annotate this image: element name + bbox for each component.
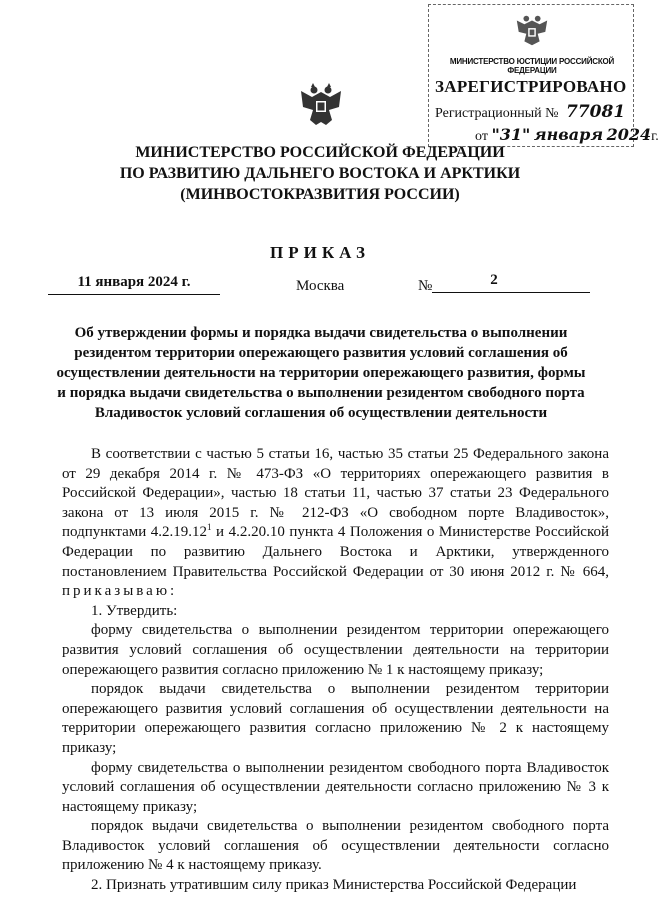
header-line: ПО РАЗВИТИЮ ДАЛЬНЕГО ВОСТОКА И АРКТИКИ [119, 165, 521, 182]
order-subject: Об утверждении формы и порядка выдачи свидетельства о выполнении резидентом территории опережающего развития условий соглашения об осуществлении деятельности на территории опережающего развития, формы и порядка выдачи свидетельства о выполнении резидентом свободного порта Владивосток условий соглашения об осуществлении деятельности [56, 325, 586, 421]
body-paragraph: форму свидетельства о выполнении резидентом свободного порта Владивосток условий соглашения об осуществлении деятельности согласно приложению № 3 к настоящему приказу; [62, 759, 609, 815]
stamp-registration-line [435, 102, 625, 122]
reg-number: 77081 [566, 102, 626, 122]
order-number: 2 [432, 272, 590, 293]
stamp-ministry: МИНИСТЕРСТВО ЮСТИЦИИ РОССИЙСКОЙ ФЕДЕРАЦИИ [449, 57, 615, 75]
body-paragraph: порядок выдачи свидетельства о выполнении резидентом свободного порта Владивосток условий соглашения об осуществлении деятельности согласно приложению № 4 к настоящему приказу. [62, 818, 609, 874]
body-paragraph: порядок выдачи свидетельства о выполнении резидентом территории опережающего развития условий соглашения об осуществлении деятельности на территории опережающего развития согласно приложению № 2 к настоящему приказу; [62, 681, 609, 756]
paragraph-text: В соответствии с частью 5 статьи 16, частью 35 статьи 25 Федерального закона от 29 декабря 2014 г. № 473-ФЗ «О территориях опережающего развития в Российской Федерации», частью 18 статьи 11, частью 37 статьи 23 Федерального закона от 13 июля 2015 г. № 212-ФЗ «О свободном порте Владивосток», подпунктами 4.2.19.12 [62, 446, 609, 541]
body-paragraph: форму свидетельства о выполнении резидентом территории опережающего развития условий соглашения об осуществлении деятельности на территории опережающего развития согласно приложению № 1 к настоящему приказу; [62, 622, 609, 678]
order-city: Москва [296, 278, 345, 294]
superscript: 1 [207, 522, 212, 533]
ministry-header [0, 142, 640, 205]
date-suffix: г. [651, 129, 659, 144]
header-line: (МИНВОСТОКРАЗВИТИЯ РОССИИ) [180, 186, 460, 203]
body-paragraph: 2. Признать утратившим силу приказ Министерства Российской Федерации [91, 877, 577, 894]
date-month: января [533, 125, 604, 144]
order-body [62, 445, 609, 896]
date-year: 2024 [606, 125, 652, 144]
coat-of-arms-icon [513, 11, 551, 49]
reg-number-label: Регистрационный № [435, 106, 559, 121]
order-date: 11 января 2024 г. [48, 274, 220, 295]
body-paragraph: 1. Утвердить: [91, 602, 178, 619]
paragraph-text: и 4.2.20.10 пункта 4 Положения о Министерстве Российской Федерации по развитию Дальнего Востока и Арктики, утвержденного постановлением Правительства Российской Федерации от 30 июня 2012 г. № 664, [62, 524, 609, 580]
date-day: "31" [491, 125, 531, 144]
order-title: ПРИКАЗ [270, 243, 370, 262]
header-line: МИНИСТЕРСТВО РОССИЙСКОЙ ФЕДЕРАЦИИ [135, 144, 505, 161]
stamp-registered: ЗАРЕГИСТРИРОВАНО [435, 77, 627, 96]
order-directive: приказываю: [62, 583, 178, 600]
registration-stamp [428, 4, 659, 147]
coat-of-arms-icon [298, 80, 344, 130]
order-number-sign: № [418, 278, 433, 294]
body-paragraph [62, 445, 609, 602]
date-prefix: от [475, 129, 488, 144]
